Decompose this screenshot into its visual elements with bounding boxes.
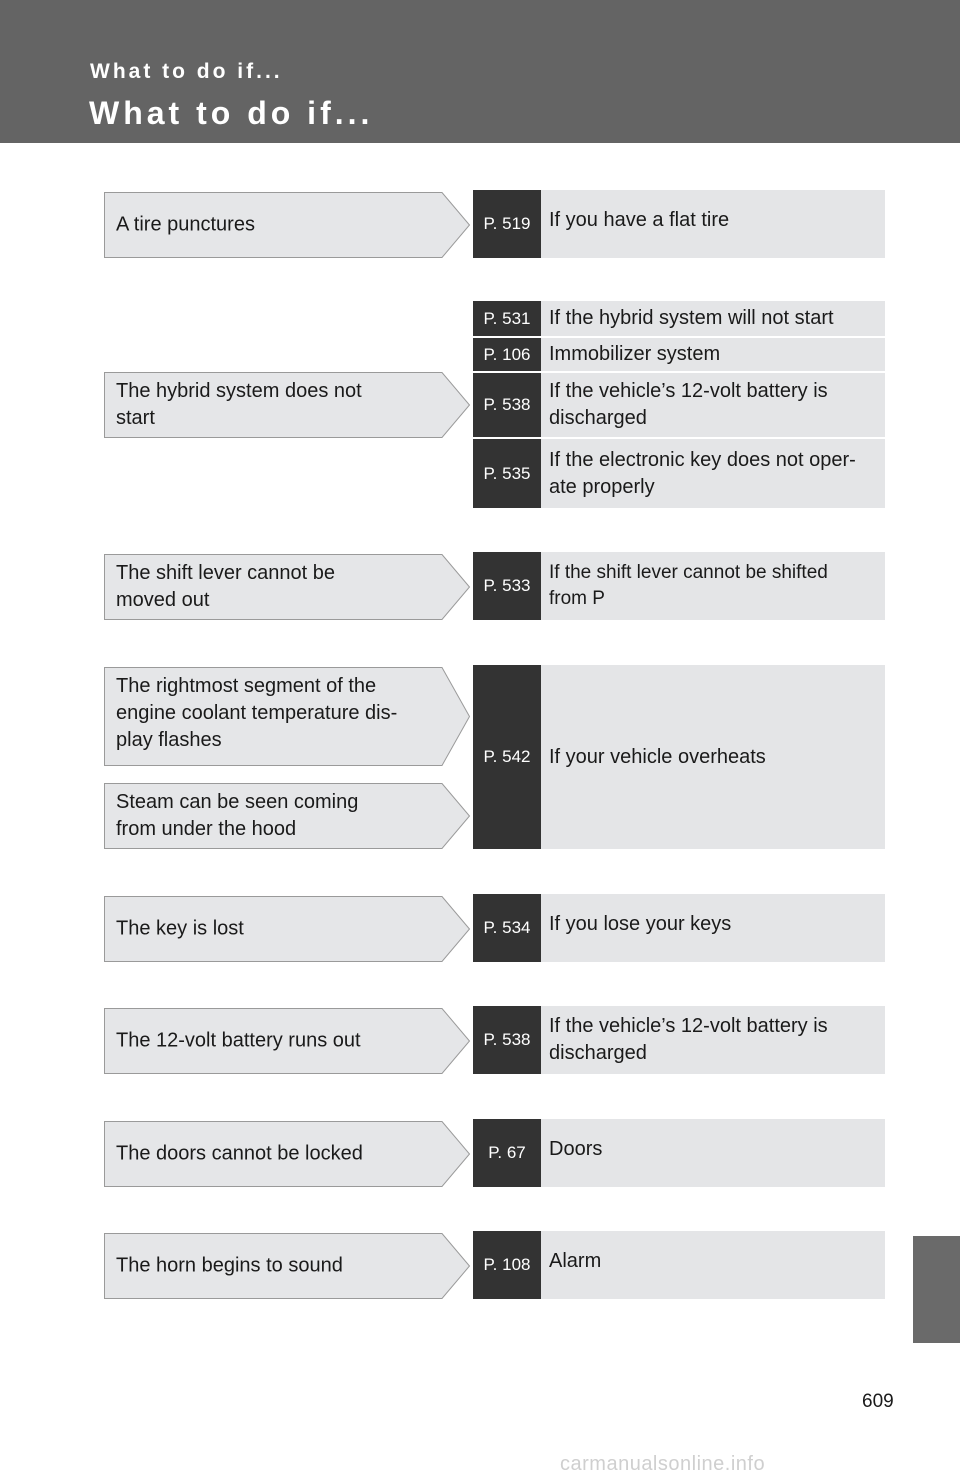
symptom-line: moved out: [116, 589, 210, 611]
symptom-line: The rightmost segment of the: [116, 675, 377, 697]
reference-title: If the vehicle’s 12-volt battery is discharged: [549, 1015, 828, 1064]
reference-alarm[interactable]: [473, 1231, 885, 1299]
page-ref: P. 519: [473, 190, 541, 258]
page-ref: P. 106: [473, 338, 541, 371]
reference-title: Alarm: [549, 1250, 602, 1272]
reference-title: If you have a flat tire: [549, 209, 730, 231]
reference-title: If the electronic key does not oper- ate properly: [549, 448, 856, 498]
page-ref: P. 108: [473, 1231, 541, 1299]
reference-lose-keys[interactable]: [473, 894, 885, 962]
reference-immobilizer[interactable]: [473, 338, 885, 371]
reference-shift-lever[interactable]: [473, 552, 885, 620]
reference-title: If the vehicle’s 12-volt battery is discharged: [549, 380, 828, 429]
reference-flat-tire[interactable]: [473, 190, 885, 258]
page-ref: P. 534: [473, 894, 541, 962]
page-number: 609: [862, 1391, 894, 1412]
page-header: [0, 0, 960, 143]
symptom-line: The shift lever cannot be: [116, 562, 336, 584]
reference-doors[interactable]: [473, 1119, 885, 1187]
reference-hybrid-will-not-start[interactable]: [473, 301, 885, 336]
symptom-line: Steam can be seen coming: [116, 791, 359, 813]
page-ref: P. 538: [473, 1006, 541, 1074]
reference-title: Immobilizer system: [549, 343, 721, 365]
watermark: carmanualsonline.info: [560, 1453, 766, 1475]
page-ref: P. 531: [473, 301, 541, 336]
symptom-line: engine coolant temperature dis-: [116, 702, 398, 724]
reference-title: Doors: [549, 1138, 603, 1160]
section-kicker: What to do if...: [90, 60, 283, 83]
symptom-steam-hood: [104, 783, 470, 849]
symptom-line: play flashes: [116, 729, 222, 751]
symptom-coolant-display: [104, 667, 470, 766]
reference-electronic-key[interactable]: [473, 439, 885, 508]
page-ref: P. 538: [473, 373, 541, 437]
chapter-tab: [913, 1236, 960, 1343]
reference-title: If your vehicle overheats: [549, 745, 766, 768]
symptom-hybrid-no-start: [104, 372, 470, 438]
reference-title: If the hybrid system will not start: [549, 307, 834, 329]
reference-overheats[interactable]: [473, 665, 885, 849]
reference-battery-discharged[interactable]: [473, 373, 885, 437]
symptom-tire-punctures: A tire punctures: [104, 192, 470, 258]
page-ref: P. 533: [473, 552, 541, 620]
page-ref: P. 67: [473, 1119, 541, 1187]
reference-title: If you lose your keys: [549, 913, 732, 935]
symptom-shift-lever: [104, 554, 470, 620]
page-ref: P. 535: [473, 439, 541, 508]
page-title: What to do if...: [89, 95, 374, 131]
symptom-key-lost: The key is lost: [104, 896, 470, 962]
symptom-line: from under the hood: [116, 818, 297, 840]
symptom-doors-not-locked: The doors cannot be locked: [104, 1121, 470, 1187]
reference-title: If the shift lever cannot be shifted from P: [549, 562, 828, 609]
symptom-battery-runs-out: The 12-volt battery runs out: [104, 1008, 470, 1074]
reference-battery-discharged-2[interactable]: [473, 1006, 885, 1074]
symptom-line: The hybrid system does not: [116, 380, 362, 402]
page-ref: P. 542: [473, 665, 541, 849]
symptom-horn-sounds: The horn begins to sound: [104, 1233, 470, 1299]
symptom-line: start: [116, 407, 155, 429]
